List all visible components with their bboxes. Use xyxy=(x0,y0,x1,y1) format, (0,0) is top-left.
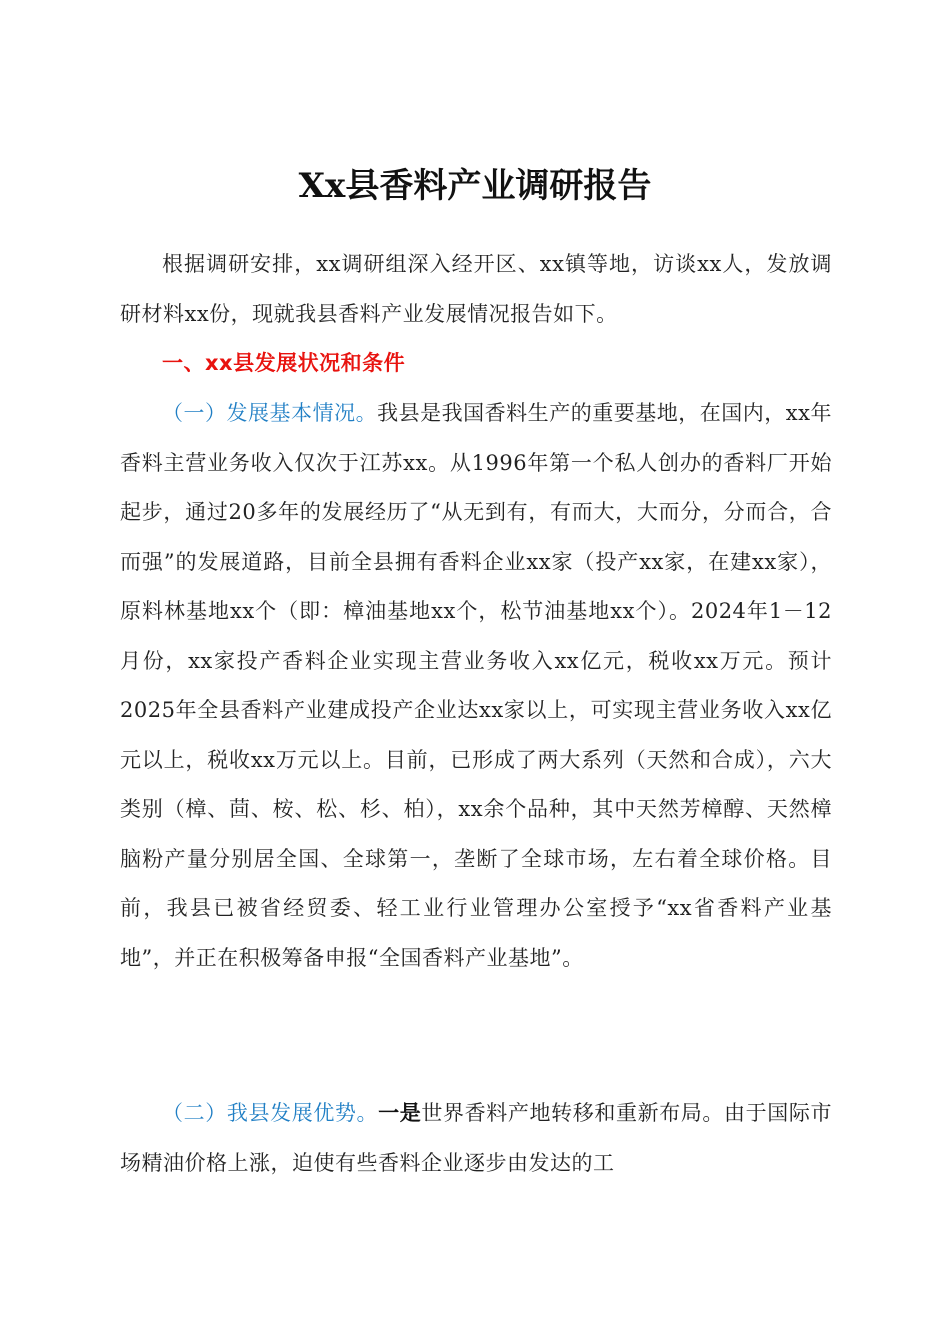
subsection-1-heading: （一）发展基本情况。 xyxy=(162,401,378,425)
section-heading-1-text: 一、xx县发展状况和条件 xyxy=(162,351,406,375)
intro-paragraph: 根据调研安排，xx调研组深入经开区、xx镇等地，访谈xx人，发放调研材料xx份，现就我县香料产业发展情况报告如下。 xyxy=(120,252,832,326)
section-heading-1 xyxy=(120,339,832,389)
subsection-1-text: 我县是我国香料生产的重要基地，在国内，xx年香料主营业务收入仅次于江苏xx。从1996年第一个私人创办的香料厂开始起步，通过20多年的发展经历了“从无到有，有而大，大而分，分而合，合而强”的发展道路，目前全县拥有香料企业xx家（投产xx家，在建xx家），原料林基地xx个（即：樟油基地xx个，松节油基地xx个）。2024年1－12月份，xx家投产香料企业实现主营业务收入xx亿元，税收xx万元。预计2025年全县香料产业建成投产企业达xx家以上，可实现主营业务收入xx亿元以上，税收xx万元以上。目前，已形成了两大系列（天然和合成），六大类别（樟、茴、桉、松、杉、柏），xx余个品种，其中天然芳樟醇、天然樟脑粉产量分别居全国、全球第一，垄断了全球市场，左右着全球价格。目前，我县已被省经贸委、轻工业行业管理办公室授予“xx省香料产业基地”，并正在积极筹备申报“全国香料产业基地”。 xyxy=(120,401,833,970)
document-title: Xx县香料产业调研报告 xyxy=(298,166,652,206)
subsection-2-lead: 一是 xyxy=(378,1100,422,1125)
subsection-2-heading: （二）我县发展优势。 xyxy=(162,1101,379,1125)
subsection-1-paragraph xyxy=(120,389,832,983)
subsection-2-text: 世界香料产地转移和重新布局。由于国际市场精油价格上涨，迫使有些香料企业逐步由发达的工 xyxy=(120,1101,833,1175)
subsection-2-paragraph xyxy=(120,1088,832,1188)
